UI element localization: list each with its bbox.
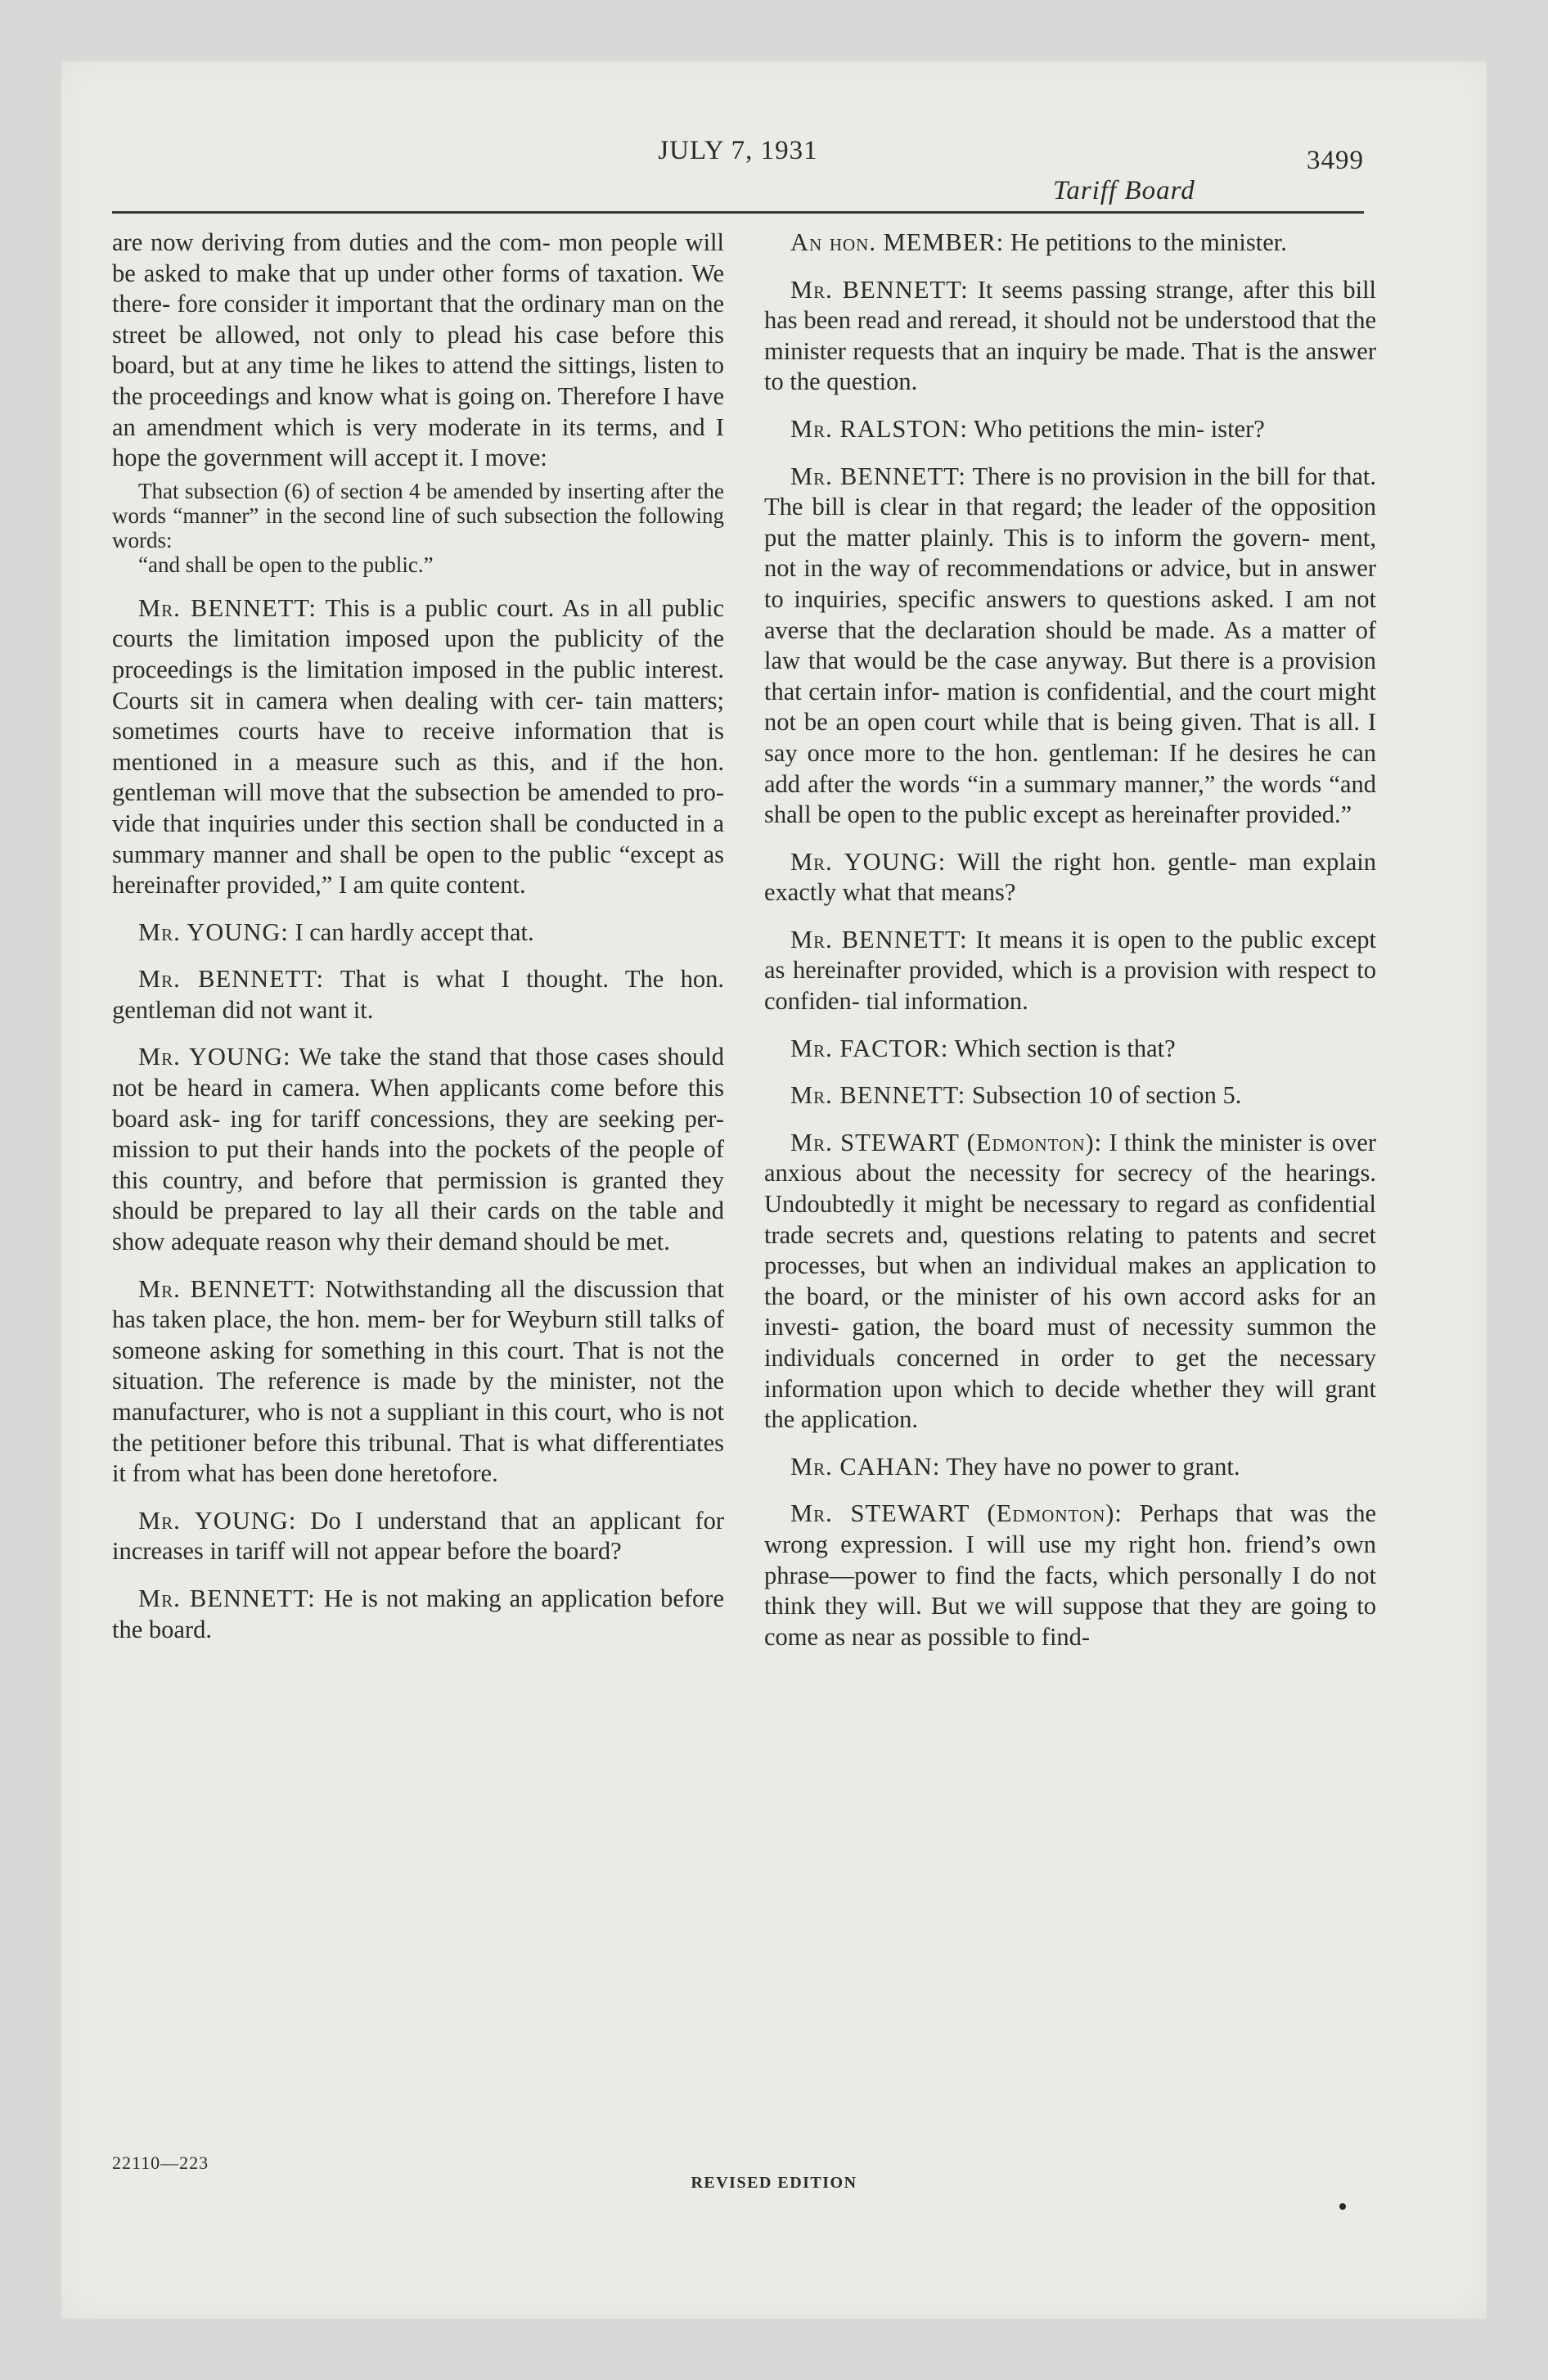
speech-paragraph [764,847,1376,908]
speaker-name: Mr. BENNETT: [790,275,969,304]
speaker-name: Mr. BENNETT: [790,1081,966,1110]
edition-label: REVISED EDITION [691,2174,857,2192]
speaker-name: Mr. BENNETT: [790,462,966,490]
speaker-name: Mr. RALSTON: [790,414,968,443]
speaker-name: Mr. YOUNG: [138,1043,291,1071]
header-section-title: Tariff Board [1053,176,1195,205]
motion-quote-words: “and shall be open to the public.” [138,552,434,577]
speech-text: They have no power to grant. [946,1452,1240,1481]
speech-paragraph [764,1034,1376,1065]
speaker-name: Mr. BENNETT: [790,925,968,953]
header-date: JULY 7, 1931 [658,136,818,165]
left-column [112,228,724,1645]
speech-paragraph [764,275,1376,398]
speaker-name: Mr. YOUNG: [138,917,289,946]
speech-text: Notwithstanding all the discussion that has taken place, the hon. mem- ber for Weyburn still talks of someone asking for something in this court. That is not the situation. The reference is made by the minister, not the manufacturer, who is not a suppliant in this court, who is not the petitioner before this tribunal. That is what differentiates it from what has been done heretofore. [112,1274,725,1488]
speech-text: This is a public court. As in all public courts the limitation imposed upon the publicity of the proceedings is the limitation imposed in the public interest. Courts sit in camera when dealing with cer- tain matters; sometimes courts have to receive information that is mentioned in a measure such as this, and if the hon. gentleman will move that the subsection be amended to pro- vide that inquiries under this section shall be conducted in a summary manner and shall be open to the public “except as hereinafter provided,” I am quite content. [112,593,724,899]
speech-paragraph [764,1080,1376,1111]
speech-text: There is no provision in the bill for that. The bill is clear in that regard; the leader of the opposition put the matter plainly. This is to inform the govern- ment, not in the way of recommendations or advice, but in answer to inquiries, specific answers to questions asked. I am not averse that the declaration should be made. As a matter of law that would be the case anyway. But there is a provision that certain infor- mation is confidential, and the court might not be an open court while that is being given. That is all. I say once more to the hon. gentleman: If he desires he can add after the words “in a summary manner,” the words “and shall be open to the public except as hereinafter provided.” [764,462,1377,829]
speech-text: Subsection 10 of section 5. [971,1081,1242,1110]
speaker-name: Mr. BENNETT: [138,593,317,622]
speech-paragraph [764,925,1376,1017]
speech-paragraph [112,917,724,949]
speech-text: That is what I thought. The hon. gentleman did not want it. [112,965,725,1024]
speech-text: Will the right hon. gentle- man explain exactly what that means? [764,847,1376,907]
speech-paragraph [112,1584,724,1645]
header-page-number: 3499 [1307,146,1364,175]
speaker-name: Mr. STEWART (Edmonton): [790,1499,1123,1528]
speech-paragraph [764,1452,1376,1483]
speech-text: Do I understand that an applicant for increases in tariff will not appear before the board? [112,1506,724,1566]
speech-text: It seems passing strange, after this bill has been read and reread, it should not be understood that the minister requests that an inquiry be made. That is the answer to the question. [764,275,1377,396]
speaker-name: Mr. STEWART (Edmonton): [790,1128,1103,1156]
right-column [764,228,1376,1652]
speech-paragraph [764,1499,1376,1652]
motion-quote: That subsection (6) of section 4 be amended by inserting after the words “manner” in the second line of such subsection the following words: [112,478,724,552]
page-header [112,129,1364,211]
speaker-name: Mr. CAHAN: [790,1452,941,1481]
speaker-name: Mr. FACTOR: [790,1034,949,1062]
header-rule [112,211,1364,214]
speech-text: We take the stand that those cases should not be heard in camera. When applicants come before this board ask- ing for tariff concessions, they are seeking per- mission to put their hands into the pockets of the people of this country, and before that permission is granted they should be prepared to lay all their cards on the table and show adequate reason why their demand should be met. [112,1043,724,1256]
speaker-name: An hon. MEMBER: [790,228,1005,256]
ink-dot [1339,2203,1346,2210]
speech-paragraph [764,1128,1376,1436]
speech-paragraph [112,1506,724,1567]
speech-text: Which section is that? [954,1034,1176,1062]
speech-text: I can hardly accept that. [295,917,534,946]
speech-paragraph [112,1042,724,1257]
speaker-name: Mr. BENNETT: [138,965,325,994]
speech-text: Who petitions the min- ister? [974,414,1265,443]
speaker-name: Mr. YOUNG: [138,1506,297,1535]
speech-text: I think the minister is over anxious about the necessity for secrecy of the hearings. Undoubtedly it might be necessary to regard as confidential trade secrets and, questions relating to patents and secret processes, but when an individual makes an application to the board, or the minister of his own accord asks for an investi- gation, the board must of necessity summon the individuals concerned in order to get the necessary information upon which to decide whether they will grant the application. [764,1128,1376,1434]
speech-paragraph [764,414,1376,445]
speech-text: Perhaps that was the wrong expression. I will use my right hon. friend’s own phrase—power to find the facts, which personally I do not think they will. But we will suppose that they are going to come as near as possible to find- [764,1499,1377,1651]
speech-text: It means it is open to the public except as hereinafter provided, which is a provision with respect to confiden- tial information. [764,925,1377,1016]
speech-text: He petitions to the minister. [1010,228,1287,256]
printer-signature-mark: 22110—223 [112,2152,209,2173]
speech-paragraph [112,593,724,901]
speech-text: He is not making an application before the board. [112,1584,725,1643]
speech-paragraph [764,228,1376,259]
speech-paragraph [764,462,1376,831]
speaker-name: Mr. YOUNG: [790,847,947,876]
speaker-name: Mr. BENNETT: [138,1274,317,1303]
speaker-name: Mr. BENNETT: [138,1584,316,1612]
paragraph: are now deriving from duties and the com- mon people will be asked to make that up under other forms of taxation. We there- fore consider it important that the ordinary man on the street be allowed, not only to plead his case before this board, but at any time he likes to attend the sittings, listen to the proceedings and know what is going on. Therefore I have an amendment which is very moderate in its terms, and I hope the government will accept it. I move: [112,228,724,472]
speech-paragraph [112,1274,724,1490]
speech-paragraph [112,964,724,1025]
